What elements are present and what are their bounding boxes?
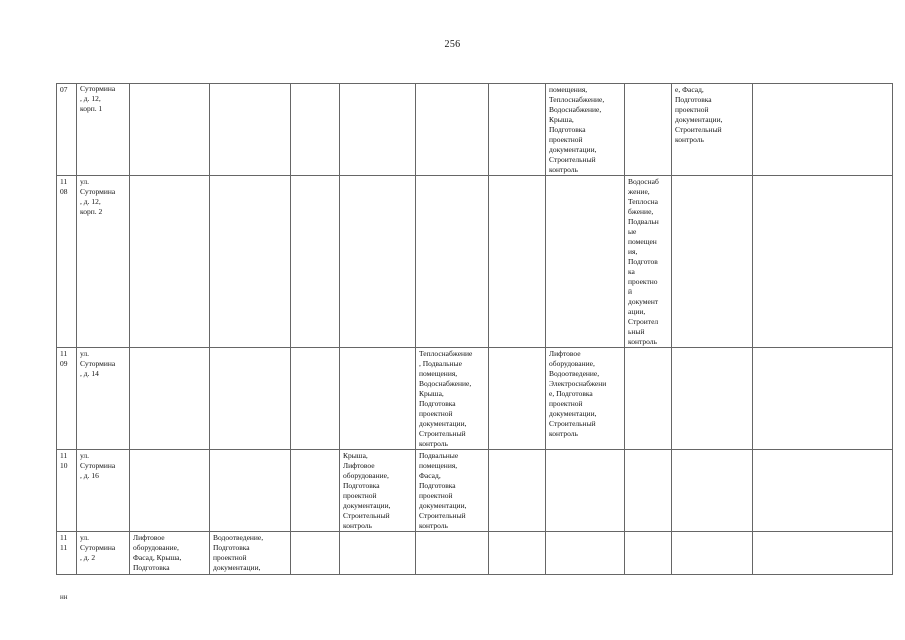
work-cell-c6	[416, 450, 489, 532]
work-cell-c3	[210, 532, 291, 575]
cell-text: Теплоснабжение , Подвальные помещения, Водоснабжение, Крыша, Подготовка проектной документации, Строительный контроль	[419, 349, 473, 448]
address-cell	[77, 176, 130, 348]
work-cell-c6	[416, 532, 489, 575]
repair-schedule-table	[56, 83, 893, 575]
cell-text: Водоснаб жение, Теплосна бжение, Подвальн ые помещен ия, Подготов ка проектно й документ ации, Строител ьный контроль	[628, 177, 659, 346]
work-cell-c11	[753, 176, 893, 348]
work-cell-c11	[753, 450, 893, 532]
work-cell-c3	[210, 348, 291, 450]
cell-text: Лифтовое оборудование, Водоотведение, Электроснабжени е, Подготовка проектной документации, Строительный контроль	[549, 349, 607, 438]
table-row	[57, 348, 893, 450]
work-cell-c10	[672, 176, 753, 348]
work-cell-c4	[291, 348, 340, 450]
work-cell-c8	[546, 532, 625, 575]
work-cell-c9	[625, 532, 672, 575]
page-number: 256	[444, 39, 461, 50]
cell-text: 11 10	[60, 451, 68, 470]
work-cell-c4	[291, 532, 340, 575]
work-cell-c2	[130, 450, 210, 532]
work-cell-c10	[672, 84, 753, 176]
work-cell-c10	[672, 450, 753, 532]
work-cell-c5	[340, 532, 416, 575]
footer-mark: нн	[60, 593, 68, 601]
table-row	[57, 84, 893, 176]
work-cell-c5	[340, 348, 416, 450]
cell-text: Сутормина , д. 12, корп. 1	[80, 84, 116, 113]
work-cell-c2	[130, 84, 210, 176]
cell-text: Водоотведение, Подготовка проектной документации,	[213, 533, 264, 572]
work-cell-c4	[291, 84, 340, 176]
row-number-cell	[57, 176, 77, 348]
table-row	[57, 176, 893, 348]
cell-text: Подвальные помещения, Фасад, Подготовка проектной документации, Строительный контроль	[419, 451, 467, 530]
work-cell-c7	[489, 532, 546, 575]
work-cell-c10	[672, 348, 753, 450]
work-cell-c4	[291, 450, 340, 532]
work-cell-c8	[546, 84, 625, 176]
work-cell-c2	[130, 532, 210, 575]
work-cell-c10	[672, 532, 753, 575]
cell-text: ул. Сутормина , д. 2	[80, 533, 116, 562]
address-cell	[77, 348, 130, 450]
work-cell-c2	[130, 348, 210, 450]
address-cell	[77, 450, 130, 532]
cell-text: ул. Сутормина , д. 12, корп. 2	[80, 177, 116, 216]
work-cell-c5	[340, 450, 416, 532]
cell-text: 11 09	[60, 349, 68, 368]
row-number-cell	[57, 84, 77, 176]
work-cell-c4	[291, 176, 340, 348]
work-cell-c7	[489, 450, 546, 532]
work-cell-c6	[416, 176, 489, 348]
cell-text: Крыша, Лифтовое оборудование, Подготовка проектной документации, Строительный контроль	[343, 451, 391, 530]
address-cell	[77, 532, 130, 575]
work-cell-c9	[625, 348, 672, 450]
work-cell-c7	[489, 84, 546, 176]
row-number-cell	[57, 532, 77, 575]
cell-text: 11 11	[60, 533, 68, 552]
work-cell-c7	[489, 348, 546, 450]
work-cell-c5	[340, 84, 416, 176]
row-number-cell	[57, 450, 77, 532]
cell-text: Лифтовое оборудование, Фасад, Крыша, Подготовка	[133, 533, 182, 572]
work-cell-c2	[130, 176, 210, 348]
work-cell-c6	[416, 84, 489, 176]
work-cell-c3	[210, 450, 291, 532]
work-cell-c6	[416, 348, 489, 450]
address-cell	[77, 84, 130, 176]
cell-text: е, Фасад, Подготовка проектной документации, Строительный контроль	[675, 85, 723, 144]
table-row	[57, 450, 893, 532]
table-row	[57, 532, 893, 575]
work-cell-c9	[625, 450, 672, 532]
work-cell-c9	[625, 176, 672, 348]
cell-text: ул. Сутормина , д. 16	[80, 451, 116, 480]
work-cell-c7	[489, 176, 546, 348]
cell-text: помещения, Теплоснабжение, Водоснабжение, Крыша, Подготовка проектной документации, Строительный контроль	[549, 85, 605, 174]
work-cell-c8	[546, 348, 625, 450]
cell-text: ул. Сутормина , д. 14	[80, 349, 116, 378]
work-cell-c11	[753, 84, 893, 176]
work-cell-c8	[546, 176, 625, 348]
work-cell-c8	[546, 450, 625, 532]
row-number-cell	[57, 348, 77, 450]
cell-text: 11 08	[60, 177, 68, 196]
work-cell-c5	[340, 176, 416, 348]
work-cell-c11	[753, 348, 893, 450]
work-cell-c9	[625, 84, 672, 176]
work-cell-c11	[753, 532, 893, 575]
work-cell-c3	[210, 84, 291, 176]
work-cell-c3	[210, 176, 291, 348]
cell-text: 07	[60, 85, 68, 94]
